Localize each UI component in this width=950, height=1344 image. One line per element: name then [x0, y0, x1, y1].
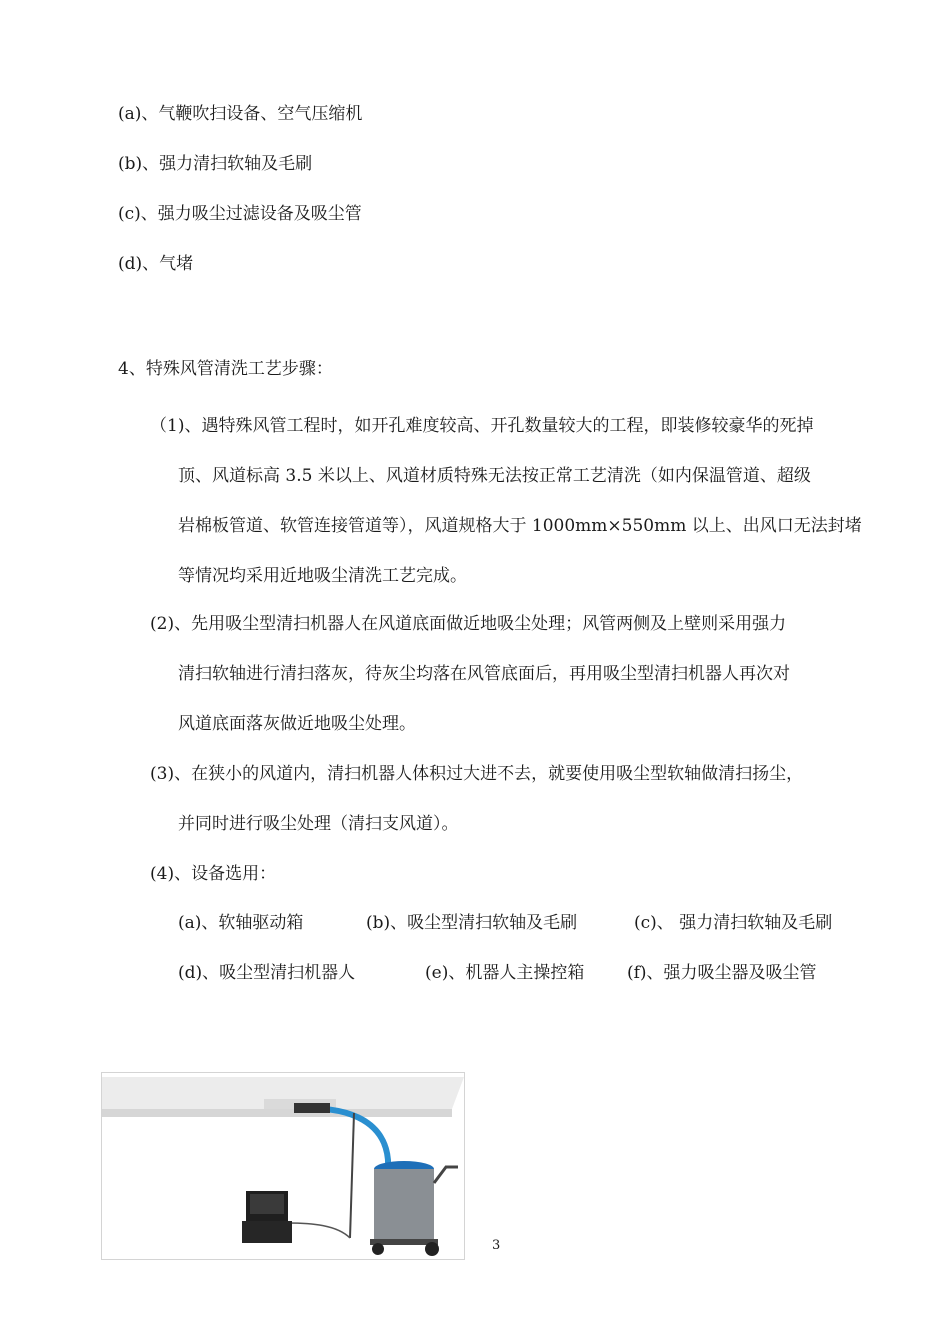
step-1-line-3: 岩棉板管道、软管连接管道等），风道规格大于 1000mm×550mm 以上、出风口无法封堵: [178, 516, 862, 536]
equipment-b: (b)、吸尘型清扫软轴及毛刷: [366, 913, 578, 933]
equipment-illustration-svg: [102, 1073, 464, 1259]
step-2-line-3: 风道底面落灰做近地吸尘处理。: [178, 714, 416, 734]
page-number: 3: [492, 1238, 501, 1253]
step-2-line-1: (2)、先用吸尘型清扫机器人在风道底面做近地吸尘处理；风管两侧及上壁则采用强力: [150, 614, 787, 634]
list-item-d: (d)、气堵: [118, 254, 194, 274]
step-4-title: (4)、设备选用：: [150, 864, 277, 884]
step-3-line-1: (3)、在狭小的风道内，清扫机器人体积过大进不去，就要使用吸尘型软轴做清扫扬尘，: [150, 764, 804, 784]
list-item-c: (c)、强力吸尘过滤设备及吸尘管: [118, 204, 362, 224]
list-item-b: (b)、强力清扫软轴及毛刷: [118, 154, 313, 174]
control-cable: [287, 1223, 350, 1238]
duct-robot: [294, 1103, 330, 1113]
equipment-illustration: [101, 1072, 465, 1260]
vacuum-wheel-left: [372, 1243, 384, 1255]
equipment-f: (f)、强力吸尘器及吸尘管: [627, 963, 817, 983]
equipment-a: (a)、软轴驱动箱: [178, 913, 304, 933]
vacuum-handle: [434, 1167, 458, 1183]
vacuum-body: [374, 1169, 434, 1239]
step-1-line-4: 等情况均采用近地吸尘清洗工艺完成。: [178, 566, 467, 586]
vacuum-wheel-right: [425, 1242, 439, 1256]
equipment-d: (d)、吸尘型清扫机器人: [178, 963, 356, 983]
section-title: 4、特殊风管清洗工艺步骤：: [118, 359, 333, 379]
control-box-base: [242, 1221, 292, 1243]
control-box-screen: [250, 1194, 284, 1214]
step-1-line-1: （1)、遇特殊风管工程时，如开孔难度较高、开孔数量较大的工程，即装修较豪华的死掉: [150, 416, 814, 436]
equipment-c: (c)、 强力清扫软轴及毛刷: [634, 913, 833, 933]
step-2-line-2: 清扫软轴进行清扫落灰，待灰尘均落在风管底面后，再用吸尘型清扫机器人再次对: [178, 664, 790, 684]
vacuum-hose: [307, 1109, 388, 1171]
ceiling-duct-side: [102, 1109, 452, 1117]
step-3-line-2: 并同时进行吸尘处理（清扫支风道）。: [178, 814, 459, 834]
list-item-a: (a)、气鞭吹扫设备、空气压缩机: [118, 104, 363, 124]
flexible-shaft: [350, 1113, 354, 1238]
equipment-e: (e)、机器人主操控箱: [425, 963, 585, 983]
step-1-line-2: 顶、风道标高 3.5 米以上、风道材质特殊无法按正常工艺清洗（如内保温管道、超级: [178, 466, 811, 486]
